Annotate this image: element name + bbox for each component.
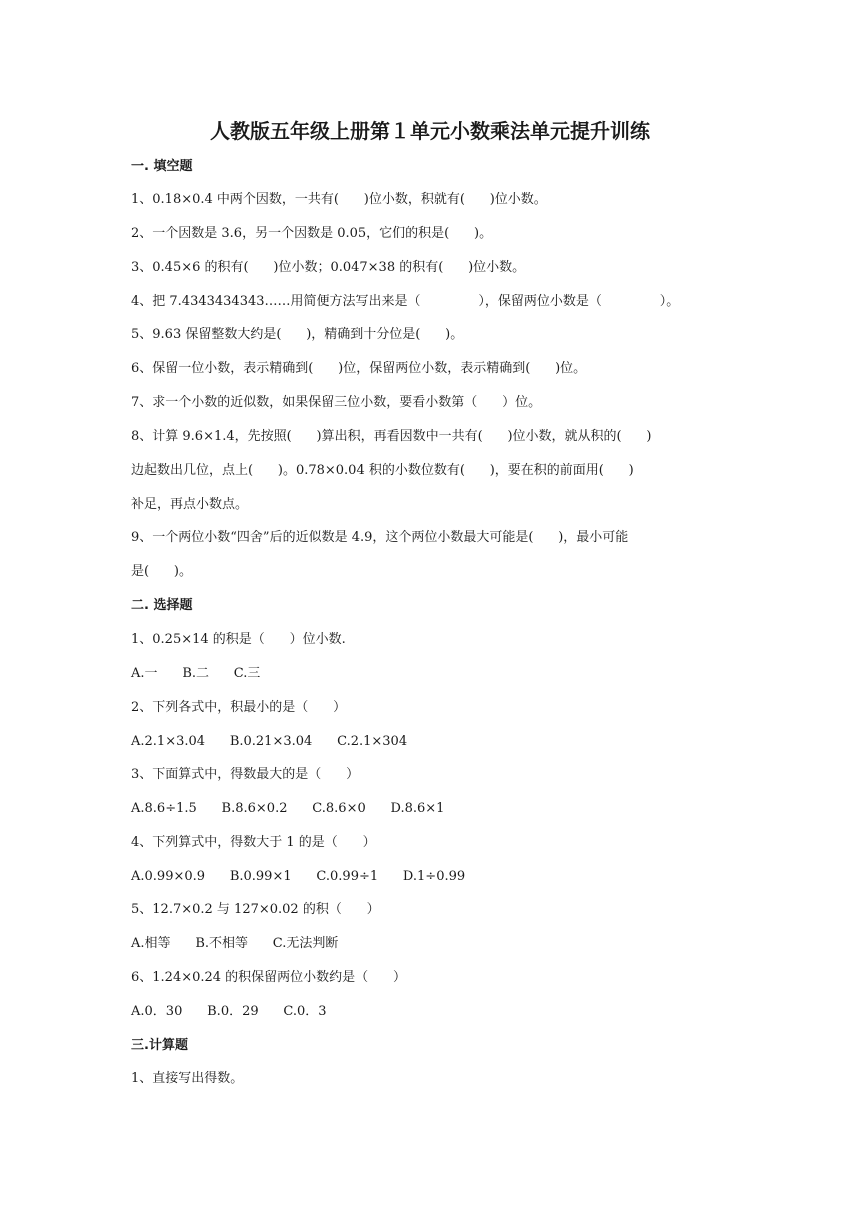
question-line: 7、求一个小数的近似数，如果保留三位小数，要看小数第（ ）位。 <box>131 395 542 410</box>
question-line: 4、下列算式中，得数大于 1 的是（ ） <box>131 835 376 850</box>
question-line: 补足，再点小数点。 <box>131 497 249 512</box>
question-line: 1、0.25×14 的积是（ ）位小数. <box>131 632 346 647</box>
question-line: 是( )。 <box>131 564 192 579</box>
question-line: 1、直接写出得数。 <box>131 1071 244 1086</box>
question-line: 9、一个两位小数“四舍”后的近似数是 4.9，这个两位小数最大可能是( )，最小可能 <box>131 530 629 545</box>
question-line: 2、下列各式中，积最小的是（ ） <box>131 700 347 715</box>
choice-options: A.相等 B.不相等 C.无法判断 <box>131 936 339 951</box>
question-line: 6、1.24×0.24 的积保留两位小数约是（ ） <box>131 970 406 985</box>
section-heading-fill-blank: 一. 填空题 <box>131 159 193 174</box>
question-line: 3、下面算式中，得数最大的是（ ） <box>131 767 360 782</box>
question-line: 8、计算 9.6×1.4，先按照( )算出积，再看因数中一共有( )位小数，就从积的( ) <box>131 429 652 444</box>
question-line: 4、把 7.4343434343……用简便方法写出来是（ ），保留两位小数是（ ）。 <box>131 294 680 309</box>
section-heading-multiple-choice: 二. 选择题 <box>131 598 193 613</box>
question-line: 5、12.7×0.2 与 127×0.02 的积（ ） <box>131 902 380 917</box>
question-line: 1、0.18×0.4 中两个因数，一共有( )位小数，积就有( )位小数。 <box>131 192 547 207</box>
page-title: 人教版五年级上册第１单元小数乘法单元提升训练 <box>210 119 650 143</box>
question-line: 5、9.63 保留整数大约是( )，精确到十分位是( )。 <box>131 327 464 342</box>
question-line: 2、一个因数是 3.6，另一个因数是 0.05，它们的积是( )。 <box>131 226 493 241</box>
choice-options: A.8.6÷1.5 B.8.6×0.2 C.8.6×0 D.8.6×1 <box>131 801 445 816</box>
question-line: 6、保留一位小数，表示精确到( )位，保留两位小数，表示精确到( )位。 <box>131 361 587 376</box>
choice-options: A.一 B.二 C.三 <box>131 666 261 681</box>
choice-options: A.2.1×3.04 B.0.21×3.04 C.2.1×304 <box>131 734 408 749</box>
choice-options: A.0.99×0.9 B.0.99×1 C.0.99÷1 D.1÷0.99 <box>131 869 466 884</box>
question-line: 边起数出几位，点上( )。0.78×0.04 积的小数位数有( )，要在积的前面用( ) <box>131 463 634 478</box>
choice-options: A.0．30 B.0．29 C.0．3 <box>131 1004 327 1019</box>
section-heading-calculation: 三.计算题 <box>131 1038 188 1053</box>
question-line: 3、0.45×6 的积有( )位小数；0.047×38 的积有( )位小数。 <box>131 260 526 275</box>
